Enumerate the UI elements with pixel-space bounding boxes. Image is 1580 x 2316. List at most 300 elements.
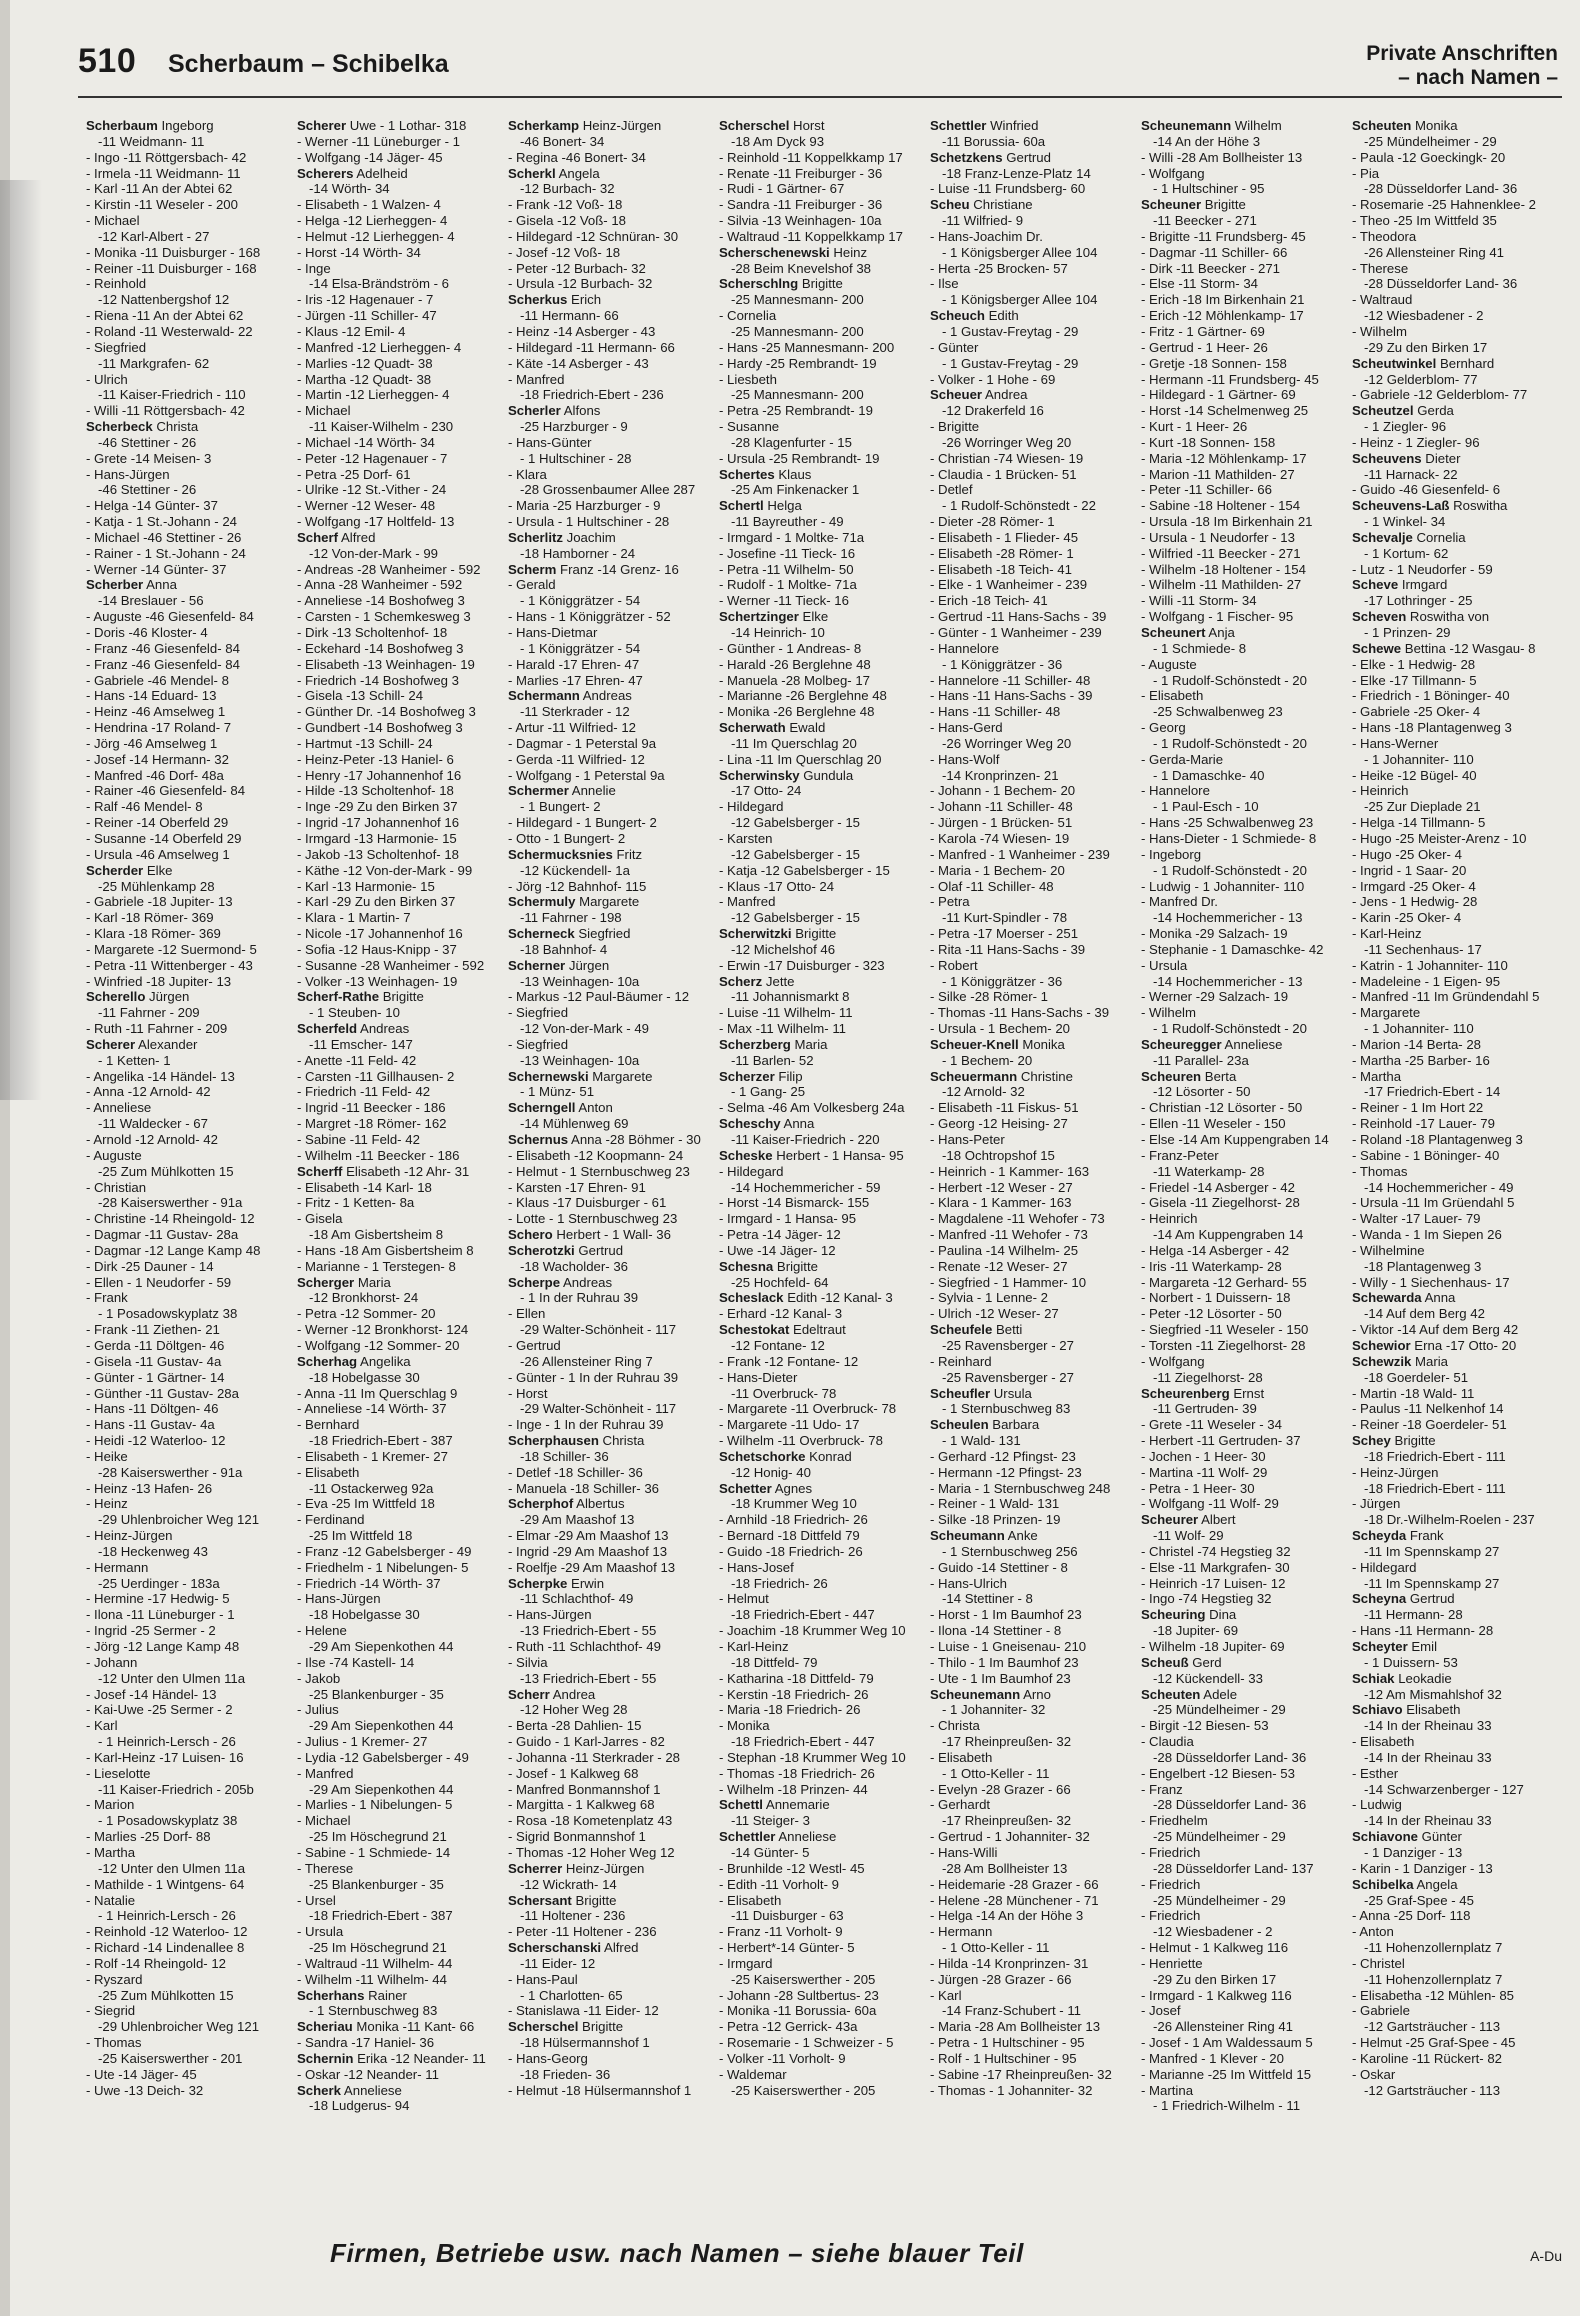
listing-entry: - Jörg -46 Amselweg 1 bbox=[86, 735, 218, 751]
listing-address-line: -14 In der Rheinau 33 bbox=[1364, 1749, 1492, 1765]
listing-entry: - Reinhold bbox=[86, 276, 147, 292]
surname: Scheuten bbox=[1141, 1686, 1201, 1702]
listing-entry: - Johann - 1 Bechem- 20 bbox=[930, 783, 1076, 799]
listing-entry: - Herbert -11 Gertruden- 37 bbox=[1141, 1433, 1301, 1449]
listing-address-line: - 1 Königgrätzer - 36 bbox=[942, 656, 1063, 672]
listing-entry: - Helmut -25 Graf-Spee - 45 bbox=[1352, 2035, 1516, 2051]
listing-entry: - Ferdinand bbox=[297, 1512, 365, 1528]
listing-entry: - Wilhelm -11 Overbruck- 78 bbox=[719, 1433, 883, 1449]
listing-entry: - Irmela -11 Weidmann- 11 bbox=[86, 165, 241, 181]
listing-surname-entry: Scheumann Anke bbox=[930, 1528, 1038, 1544]
listing-entry: - Marianne -25 Im Wittfeld 15 bbox=[1141, 2066, 1312, 2082]
surname: Scheurer bbox=[1141, 1512, 1199, 1528]
listing-entry: - Margarete bbox=[1352, 1005, 1421, 1021]
listing-entry: - Ursula -12 Burbach- 32 bbox=[508, 276, 653, 292]
listing-address-line: - 1 Otto-Keller - 11 bbox=[942, 1765, 1050, 1781]
listing-entry: - Hans -25 Schwalbenweg 23 bbox=[1141, 815, 1314, 831]
listing-entry: - Petra - 1 Hultschiner - 95 bbox=[930, 2035, 1085, 2051]
listing-entry: - Hendrina -17 Roland- 7 bbox=[86, 720, 232, 736]
listing-address-line: -25 Mündelheimer - 29 bbox=[1153, 1892, 1286, 1908]
listing-address-line: -18 Hobelgasse 30 bbox=[309, 1607, 420, 1623]
listing-entry: - Manfred -11 Im Gründendahl 5 bbox=[1352, 989, 1540, 1005]
listing-entry: - Roelfje -29 Am Maashof 13 bbox=[508, 1559, 676, 1575]
listing-address-line: -14 Heinrich- 10 bbox=[731, 625, 825, 640]
listing-address-line: -14 Kronprinzen- 21 bbox=[942, 767, 1059, 783]
listing-entry: - Ute - 1 Im Baumhof 23 bbox=[930, 1670, 1071, 1686]
listing-address-line: -12 Bronkhorst- 24 bbox=[309, 1290, 419, 1306]
listing-address-line: -11 Hohenzollernplatz 7 bbox=[1364, 1940, 1503, 1956]
listing-entry: - Johann -28 Sultbertus- 23 bbox=[719, 1987, 879, 2003]
listing-entry: - Monika -11 Borussia- 60a bbox=[719, 2003, 877, 2019]
listing-entry: - Karin - 1 Danziger - 13 bbox=[1352, 1860, 1493, 1876]
listing-entry: - Rosemarie -25 Hahnenklee- 2 bbox=[1352, 197, 1536, 213]
listing-address-line: -18 Ludgerus- 94 bbox=[309, 2098, 410, 2114]
surname: Scherphausen bbox=[508, 1433, 599, 1449]
listing-surname-entry: Scherschel Brigitte bbox=[508, 2019, 624, 2035]
listing-entry: - Monika -11 Duisburger - 168 bbox=[86, 244, 261, 260]
listing-entry: - Petra -11 Wittenberger - 43 bbox=[86, 957, 253, 973]
listing-address-line: -11 Hermann- 28 bbox=[1364, 1607, 1463, 1623]
listing-entry: - Rosa -18 Kometenplatz 43 bbox=[508, 1813, 673, 1829]
listing-entry: - Helmut - 1 Sternbuschweg 23 bbox=[508, 1163, 690, 1179]
listing-entry: - Elisabeth - 1 Kremer- 27 bbox=[297, 1448, 448, 1464]
listing-address-line: -12 Michelshof 46 bbox=[731, 941, 836, 957]
surname: Scherkus bbox=[508, 292, 568, 308]
surname: Scheuring bbox=[1141, 1607, 1206, 1623]
listing-address-line: -12 Fontane- 12 bbox=[731, 1337, 825, 1353]
surname: Scheuner bbox=[1141, 197, 1202, 213]
listing-entry: - Willy - 1 Siechenhaus- 17 bbox=[1352, 1274, 1510, 1290]
listing-address-line: -28 Beim Knevelshof 38 bbox=[731, 260, 872, 276]
listing-address-line: -25 Im Höschegrund 21 bbox=[309, 1940, 447, 1956]
listing-surname-entry: Scherff Elisabeth -12 Ahr- 31 bbox=[297, 1163, 470, 1179]
listing-entry: - Manfred bbox=[719, 894, 776, 910]
listing-entry: - Hans-Willi bbox=[930, 1844, 998, 1860]
listing-entry: - Petra -25 Dorf- 61 bbox=[297, 466, 411, 482]
listing-entry: - Wilhelm bbox=[1352, 323, 1407, 339]
listing-entry: - Heinrich bbox=[1141, 1211, 1198, 1227]
listing-entry: - Sabine - 1 Böninger- 40 bbox=[1352, 1147, 1500, 1163]
listing-entry: - Ursula -46 Amselweg 1 bbox=[86, 846, 230, 862]
listing-entry: - Ulrich bbox=[86, 371, 128, 387]
listing-address-line: -18 Jupiter- 69 bbox=[1153, 1623, 1239, 1639]
listing-entry: - Marion bbox=[86, 1797, 135, 1813]
surname: Scheumann bbox=[930, 1528, 1005, 1544]
listing-entry: - Heinz bbox=[86, 1496, 128, 1512]
listing-entry: - Erich -18 Im Birkenhain 21 bbox=[1141, 292, 1305, 308]
listing-entry: - Theo -25 Im Wittfeld 35 bbox=[1352, 213, 1497, 229]
listing-entry: - Monika bbox=[719, 1718, 770, 1734]
listing-entry: - Joachim -18 Krummer Weg 10 bbox=[719, 1623, 906, 1639]
listing-address-line: -26 Worringer Weg 20 bbox=[942, 735, 1072, 751]
listing-entry: - Ingrid - 1 Saar- 20 bbox=[1352, 862, 1467, 878]
listing-entry: - Olaf -11 Schiller- 48 bbox=[930, 878, 1054, 894]
listing-address-line: - 1 Gang- 25 bbox=[731, 1084, 806, 1100]
listing-surname-entry: Scheske Herbert - 1 Hansa- 95 bbox=[719, 1147, 904, 1163]
surname: Scherhans bbox=[297, 1987, 365, 2003]
listing-surname-entry: Scherder Elke bbox=[86, 862, 173, 878]
listing-entry: - Helmut -12 Lierheggen- 4 bbox=[297, 228, 455, 244]
listing-address-line: -25 Im Wittfeld 18 bbox=[309, 1528, 413, 1544]
listing-entry: - Claudia - 1 Brücken- 51 bbox=[930, 466, 1077, 482]
listing-entry: - Hardy -25 Rembrandt- 19 bbox=[719, 355, 877, 371]
listing-entry: - Guido -18 Friedrich- 26 bbox=[719, 1543, 863, 1559]
surname: Schettler bbox=[719, 1829, 776, 1845]
listing-entry: - Frank -12 Fontane- 12 bbox=[719, 1353, 859, 1369]
listing-entry: - Hans-Joachim Dr. bbox=[930, 228, 1043, 244]
listing-entry: - Petra -12 Sommer- 20 bbox=[297, 1306, 436, 1322]
listing-entry: - Werner -11 Lüneburger - 1 bbox=[297, 133, 460, 149]
listing-entry: - Franz -46 Giesenfeld- 84 bbox=[86, 656, 240, 672]
listing-entry: - Maria - 1 Sternbuschweg 248 bbox=[930, 1480, 1111, 1496]
listing-entry: - Dirk -13 Scholtenhof- 18 bbox=[297, 625, 448, 640]
listing-entry: - Marlies -25 Dorf- 88 bbox=[86, 1829, 211, 1845]
surname: Scherwitzki bbox=[719, 926, 792, 942]
section-title-line-1: Private Anschriften bbox=[1366, 42, 1558, 65]
surname: Scheufler bbox=[930, 1385, 991, 1401]
listing-entry: - Renate -11 Freiburger - 36 bbox=[719, 165, 883, 181]
listing-address-line: - 1 Posadowskyplatz 38 bbox=[98, 1306, 238, 1322]
surname: Schetter bbox=[719, 1480, 772, 1496]
listing-entry: - Reinhold -11 Koppelkkamp 17 bbox=[719, 149, 903, 165]
surname: Scherger bbox=[297, 1274, 355, 1290]
listing-surname-entry: Scheunemann Arno bbox=[930, 1686, 1051, 1702]
listing-entry: - Manfred - 1 Wanheimer - 239 bbox=[930, 846, 1110, 862]
listing-entry: - Petra -17 Moerser - 251 bbox=[930, 926, 1079, 942]
listing-entry: - Wilhelm -11 Wilhelm- 44 bbox=[297, 1971, 447, 1987]
listing-entry: - Karsten -17 Ehren- 91 bbox=[508, 1179, 646, 1195]
surname: Schey bbox=[1352, 1433, 1391, 1449]
listing-entry: - Erhard -12 Kanal- 3 bbox=[719, 1306, 843, 1322]
listing-entry: - Ursula - 1 Hultschiner - 28 bbox=[508, 514, 670, 530]
listing-entry: - Jörg -12 Bahnhof- 115 bbox=[508, 878, 647, 894]
listing-address-line: -25 Mannesmann- 200 bbox=[731, 292, 864, 308]
surname: Scherf bbox=[297, 529, 339, 545]
listing-address-line: -29 Am Siepenkothen 44 bbox=[309, 1718, 454, 1734]
listing-entry: - Karl bbox=[930, 1987, 962, 2003]
listing-address-line: -11 Waldecker - 67 bbox=[98, 1116, 208, 1132]
listing-address-line: - 1 Königgrätzer - 54 bbox=[520, 593, 641, 609]
listing-surname-entry: Scherschanski Alfred bbox=[508, 1940, 639, 1956]
listing-entry: - Elisabeth -18 Teich- 41 bbox=[930, 561, 1072, 577]
listing-address-line: - 1 Heinrich-Lersch - 26 bbox=[98, 1908, 236, 1924]
listing-entry: - Horst - 1 Im Baumhof 23 bbox=[930, 1607, 1082, 1623]
listing-entry: - Luise -11 Frundsberg- 60 bbox=[930, 181, 1086, 197]
listing-entry: - Reinhard bbox=[930, 1353, 992, 1369]
listing-entry: - Irmgard bbox=[719, 1955, 773, 1971]
listing-entry: - Marlies -12 Quadt- 38 bbox=[297, 355, 433, 371]
listing-entry: - Ellen bbox=[508, 1306, 546, 1322]
listing-surname-entry: Scherrer Heinz-Jürgen bbox=[508, 1860, 645, 1876]
listing-address-line: -11 Kaiser-Friedrich - 110 bbox=[98, 387, 246, 403]
listing-entry: - Ingrid -25 Sermer - 2 bbox=[86, 1623, 216, 1639]
listing-surname-entry: Scherlitz Joachim bbox=[508, 529, 616, 545]
listing-address-line: -14 Auf dem Berg 42 bbox=[1364, 1306, 1485, 1322]
listing-address-line: -11 Borussia- 60a bbox=[942, 133, 1046, 149]
listing-address-line: - 1 Posadowskyplatz 38 bbox=[98, 1813, 238, 1829]
listing-entry: - Wolfgang - 1 Fischer- 95 bbox=[1141, 609, 1294, 625]
listing-entry: - Gretje -18 Sonnen- 158 bbox=[1141, 355, 1287, 371]
listing-surname-entry: Scheslack Edith -12 Kanal- 3 bbox=[719, 1290, 893, 1306]
surname: Scherschanski bbox=[508, 1940, 602, 1956]
listing-entry: - Elisabeth - 1 Walzen- 4 bbox=[297, 197, 441, 213]
listing-entry: - Sabine - 1 Schmiede- 14 bbox=[297, 1844, 451, 1860]
listing-address-line: -25 Mannesmann- 200 bbox=[731, 387, 864, 403]
listing-entry: - Hildegard bbox=[1352, 1559, 1417, 1575]
listing-address-line: -25 Blankenburger - 35 bbox=[309, 1686, 444, 1702]
section-title bbox=[1366, 42, 1558, 90]
listing-entry: - Wolfgang - 1 Peterstal 9a bbox=[508, 767, 665, 783]
listing-address-line: -14 Hochemmericher - 13 bbox=[1153, 973, 1303, 989]
listing-entry: - Helmut bbox=[719, 1591, 769, 1607]
listing-address-line: -13 Weinhagen- 10a bbox=[520, 1052, 640, 1068]
listing-address-line: -11 Gertruden- 39 bbox=[1153, 1401, 1257, 1417]
listing-entry: - Maria -18 Friedrich- 26 bbox=[719, 1702, 861, 1718]
listing-entry: - Therese bbox=[1352, 260, 1409, 276]
listing-surname-entry: Scherr Andrea bbox=[508, 1686, 596, 1702]
surname: Scherzberg bbox=[719, 1036, 791, 1052]
listing-entry: - Gisela -11 Ziegelhorst- 28 bbox=[1141, 1195, 1300, 1211]
listing-entry: - Hans -25 Mannesmann- 200 bbox=[719, 339, 895, 355]
listing-address-line: -12 Gartsträucher - 113 bbox=[1364, 2019, 1501, 2035]
listing-address-line: -25 Uerdinger - 183a bbox=[98, 1575, 220, 1591]
surname: Scheuvens bbox=[1352, 450, 1422, 466]
listing-surname-entry: Scherо Herbert - 1 Wall- 36 bbox=[508, 1227, 671, 1243]
listing-entry: - Ludwig - 1 Johanniter- 110 bbox=[1141, 878, 1305, 894]
listing-entry: - Marlies -17 Ehren- 47 bbox=[508, 672, 643, 688]
listing-entry: - Ilona -14 Stettiner - 8 bbox=[930, 1623, 1062, 1639]
listing-address-line: -29 Uhlenbroicher Weg 121 bbox=[98, 1512, 260, 1528]
listing-address-line: -25 Zur Dieplade 21 bbox=[1364, 799, 1481, 815]
listing-entry: - Wolfgang -17 Holtfeld- 13 bbox=[297, 514, 455, 530]
listing-entry: - Manfred -12 Lierheggen- 4 bbox=[297, 339, 462, 355]
listing-entry: - Nicole -17 Johannenhof 16 bbox=[297, 926, 463, 942]
listing-entry: - Hermine -17 Hedwig- 5 bbox=[86, 1591, 230, 1607]
listing-entry: - Maria -28 Am Bollheister 13 bbox=[930, 2019, 1101, 2035]
listing-address-line: -28 Düsseldorfer Land- 36 bbox=[1364, 181, 1518, 197]
listing-address-line: - 1 Winkel- 34 bbox=[1364, 514, 1446, 530]
listing-address-line: - 1 Johanniter- 110 bbox=[1364, 1021, 1474, 1037]
listing-entry: - Ursula bbox=[297, 1924, 344, 1940]
listing-entry: - Josef - 1 Kalkweg 68 bbox=[508, 1765, 639, 1781]
surname: Scheuch bbox=[930, 308, 985, 324]
listing-entry: - Brigitte bbox=[930, 419, 980, 435]
listing-surname-entry: Scherphausen Christa bbox=[508, 1433, 645, 1449]
listing-entry: - Guido - 1 Karl-Jarres - 82 bbox=[508, 1734, 665, 1750]
listing-entry: - Irmgard - 1 Hansa- 95 bbox=[719, 1211, 857, 1227]
listing-entry: - Heinz-Jürgen bbox=[1352, 1464, 1439, 1480]
listing-entry: - Hannelore -11 Schiller- 48 bbox=[930, 672, 1091, 688]
listing-address-line: -12 Von-der-Mark - 99 bbox=[309, 545, 438, 561]
listing-address-line: -28 Kaiserswerther - 91a bbox=[98, 1464, 243, 1480]
listing-entry: - Eckehard -14 Boshofweg 3 bbox=[297, 640, 464, 656]
listing-entry: - Friedrich bbox=[1141, 1876, 1201, 1892]
surname: Schersant bbox=[508, 1892, 572, 1908]
listing-address-line: -18 Friedrich- 26 bbox=[731, 1575, 828, 1591]
listing-entry: - Peter -12 Lösorter - 50 bbox=[1141, 1306, 1282, 1322]
listing-entry: - Gabriele -12 Gelderblom- 77 bbox=[1352, 387, 1528, 403]
listing-columns bbox=[86, 118, 1560, 2178]
listing-address-line: -11 Markgrafen- 62 bbox=[98, 355, 210, 371]
listing-entry: - Werner -12 Bronkhorst- 124 bbox=[297, 1322, 469, 1338]
listing-surname-entry: Schey Brigitte bbox=[1352, 1433, 1436, 1449]
surname: Scherr bbox=[508, 1686, 550, 1702]
listing-entry: - Ingo -11 Röttgersbach- 42 bbox=[86, 149, 247, 165]
surname: Scheuvens-Laß bbox=[1352, 498, 1450, 514]
listing-entry: - Erich -12 Möhlenkamp- 17 bbox=[1141, 308, 1304, 324]
surname: Scheunert bbox=[1141, 625, 1206, 640]
listing-address-line: - 1 Münz- 51 bbox=[520, 1084, 595, 1100]
listing-surname-entry: Scheufler Ursula bbox=[930, 1385, 1032, 1401]
running-title: Scherbaum – Schibelka bbox=[168, 50, 449, 78]
listing-entry: - Wanda - 1 Im Siepen 26 bbox=[1352, 1227, 1502, 1243]
surname: Scherbeck bbox=[86, 419, 153, 435]
footer-code: A-Du bbox=[1530, 2248, 1562, 2264]
listing-address-line: - 1 Paul-Esch - 10 bbox=[1153, 799, 1259, 815]
listing-entry: - Margarete -11 Overbruck- 78 bbox=[719, 1401, 897, 1417]
surname: Scherschel bbox=[508, 2019, 579, 2035]
listing-entry: - Iris -11 Waterkamp- 28 bbox=[1141, 1258, 1282, 1274]
listing-surname-entry: Schermucksnies Fritz bbox=[508, 846, 643, 862]
listing-entry: - Karl bbox=[86, 1718, 118, 1734]
listing-address-line: - 1 Johanniter- 110 bbox=[1364, 751, 1474, 767]
listing-entry: - Günter - 1 Gärtner- 14 bbox=[86, 1369, 225, 1385]
listing-entry: - Rolf -14 Rheingold- 12 bbox=[86, 1955, 227, 1971]
listing-entry: - Ludwig bbox=[1352, 1797, 1402, 1813]
listing-entry: - Friedrich -14 Wörth- 37 bbox=[297, 1575, 441, 1591]
listing-address-line: -18 Friedrich-Ebert - 387 bbox=[309, 1433, 453, 1449]
listing-address-line: - 1 Rudolf-Schönstedt - 20 bbox=[1153, 735, 1307, 751]
surname: Scheyda bbox=[1352, 1528, 1407, 1544]
listing-entry: - Hans - 1 Königgrätzer - 52 bbox=[508, 609, 671, 625]
listing-entry: - Luise - 1 Gneisenau- 210 bbox=[930, 1639, 1087, 1654]
listing-entry: - Iris -12 Hagenauer - 7 bbox=[297, 292, 434, 308]
listing-entry: - Michael -46 Stettiner - 26 bbox=[86, 529, 242, 545]
listing-entry: - Max -11 Wilhelm- 11 bbox=[719, 1021, 847, 1037]
listing-entry: - Else -11 Markgrafen- 30 bbox=[1141, 1559, 1290, 1575]
listing-entry: - Christine -14 Rheingold- 12 bbox=[86, 1211, 255, 1227]
listing-entry: - Ingrid -29 Am Maashof 13 bbox=[508, 1543, 668, 1559]
listing-entry: - Werner -14 Günter- 37 bbox=[86, 561, 227, 577]
surname: Schiavo bbox=[1352, 1702, 1403, 1718]
listing-address-line: -17 Otto- 24 bbox=[731, 783, 802, 799]
listing-surname-entry: Scheriau Monika -11 Kant- 66 bbox=[297, 2019, 475, 2035]
listing-entry: - Ursula -25 Rembrandt- 19 bbox=[719, 450, 880, 466]
listing-entry: - Elisabeth -28 Römer- 1 bbox=[930, 545, 1074, 561]
listing-address-line: - 1 Prinzen- 29 bbox=[1364, 625, 1451, 640]
listing-entry: - Wilhelm -18 Holtener - 154 bbox=[1141, 561, 1306, 577]
surname: Scherwath bbox=[719, 720, 786, 736]
surname: Scherrer bbox=[508, 1860, 563, 1876]
listing-entry: - Richard -14 Lindenallee 8 bbox=[86, 1940, 245, 1956]
listing-entry: - Silke -18 Prinzen- 19 bbox=[930, 1512, 1061, 1528]
listing-entry: - Hermann -11 Frundsberg- 45 bbox=[1141, 371, 1319, 387]
listing-surname-entry: Schetzkens Gertrud bbox=[930, 149, 1051, 165]
listing-entry: - Doris -46 Kloster- 4 bbox=[86, 625, 208, 640]
surname: Scherschenewski bbox=[719, 244, 830, 260]
surname: Schettl bbox=[719, 1797, 763, 1813]
listing-entry: - Manuela -28 Molbeg- 17 bbox=[719, 672, 871, 688]
listing-entry: - Christel bbox=[1352, 1955, 1405, 1971]
listing-entry: - Jürgen -28 Grazer - 66 bbox=[930, 1971, 1072, 1987]
listing-entry: - Natalie bbox=[86, 1892, 136, 1908]
listing-entry: - Werner -11 Tieck- 16 bbox=[719, 593, 849, 609]
listing-entry: - Ute -14 Jäger- 45 bbox=[86, 2066, 197, 2082]
listing-entry: - Maria - 1 Bechem- 20 bbox=[930, 862, 1065, 878]
listing-entry: - Hermann bbox=[930, 1924, 993, 1940]
listing-entry: - Elisabeth bbox=[930, 1749, 993, 1765]
listing-address-line: -46 Bonert- 34 bbox=[520, 133, 605, 149]
listing-entry: - Therese bbox=[297, 1860, 354, 1876]
listing-entry: - Anna -28 Wanheimer - 592 bbox=[297, 577, 463, 593]
surname: Scheyna bbox=[1352, 1591, 1407, 1607]
listing-surname-entry: Schibelka Angela bbox=[1352, 1876, 1458, 1892]
listing-entry: - Claudia bbox=[1141, 1734, 1194, 1750]
listing-entry: - Bernhard bbox=[297, 1417, 360, 1433]
surname: Schewior bbox=[1352, 1337, 1411, 1353]
surname: Scheuten bbox=[1352, 118, 1412, 133]
listing-entry: - Horst -14 Schelmenweg 25 bbox=[1141, 403, 1309, 419]
listing-address-line: -17 Lothringer - 25 bbox=[1364, 593, 1473, 609]
listing-address-line: - 1 Steuben- 10 bbox=[309, 1005, 400, 1021]
listing-address-line: -18 Frieden- 36 bbox=[520, 2066, 611, 2082]
listing-entry: - Julius - 1 Kremer- 27 bbox=[297, 1734, 428, 1750]
listing-surname-entry: Scherneck Siegfried bbox=[508, 926, 631, 942]
listing-entry: - Reiner -11 Duisburger - 168 bbox=[86, 260, 257, 276]
listing-surname-entry: Schermer Anneliе bbox=[508, 783, 616, 799]
listing-entry: - Hans-Dietmar bbox=[508, 625, 598, 640]
listing-address-line: -11 Barlen- 52 bbox=[731, 1052, 814, 1068]
listing-surname-entry: Schewzik Maria bbox=[1352, 1353, 1449, 1369]
listing-entry: - Helmut -18 Hülsermannshof 1 bbox=[508, 2082, 692, 2098]
listing-entry: - Horst -14 Wörth- 34 bbox=[297, 244, 421, 260]
listing-address-line: -18 Bahnhof- 4 bbox=[520, 941, 608, 957]
listing-entry: - Waltraud bbox=[1352, 292, 1413, 308]
listing-entry: - Bernard -18 Dittfeld 79 bbox=[719, 1528, 860, 1544]
listing-address-line: -11 Im Querschlag 20 bbox=[731, 735, 857, 751]
listing-address-line: -18 Plantagenweg 3 bbox=[1364, 1258, 1482, 1274]
listing-column-2 bbox=[297, 118, 497, 2178]
listing-entry: - Hans-Dieter - 1 Schmiede- 8 bbox=[1141, 830, 1317, 846]
listing-address-line: - 1 In der Ruhrau 39 bbox=[520, 1290, 639, 1306]
listing-entry: - Siegfried bbox=[508, 1036, 569, 1052]
listing-entry: - Jens - 1 Hedwig- 28 bbox=[1352, 894, 1478, 910]
listing-surname-entry: Scheutwinkel Bernhard bbox=[1352, 355, 1495, 371]
listing-entry: - Paulus -11 Nelkenhof 14 bbox=[1352, 1401, 1504, 1417]
listing-entry: - Klaus -17 Duisburger - 61 bbox=[508, 1195, 667, 1211]
listing-entry: - Wolfgang -14 Jäger- 45 bbox=[297, 149, 443, 165]
listing-entry: - Fritz - 1 Gärtner- 69 bbox=[1141, 323, 1265, 339]
listing-entry: - Herbert*-14 Günter- 5 bbox=[719, 1940, 855, 1956]
listing-address-line: -28 Düsseldorfer Land- 36 bbox=[1153, 1749, 1307, 1765]
listing-entry: - Riena -11 An der Abtei 62 bbox=[86, 308, 244, 324]
listing-entry: - Manfred -11 Wehofer - 73 bbox=[930, 1227, 1088, 1243]
listing-surname-entry: Scheutzel Gerda bbox=[1352, 403, 1454, 419]
listing-surname-entry: Scherer Uwe - 1 Lothar- 318 bbox=[297, 118, 467, 133]
binding-shadow bbox=[0, 180, 42, 1100]
listing-entry: - Heinrich bbox=[1352, 783, 1409, 799]
listing-entry: - Günther -11 Gustav- 28a bbox=[86, 1385, 239, 1401]
listing-entry: - Evelyn -28 Grazer - 66 bbox=[930, 1781, 1071, 1797]
listing-entry: - Carsten -11 Gillhausen- 2 bbox=[297, 1068, 455, 1084]
listing-entry: - Lydia -12 Gabelsberger - 49 bbox=[297, 1749, 469, 1765]
listing-entry: - Dagmar -11 Schiller- 66 bbox=[1141, 244, 1288, 260]
listing-address-line: -25 Ravensberger - 27 bbox=[942, 1337, 1074, 1353]
listing-entry: - Hildegard - 1 Gärtner- 69 bbox=[1141, 387, 1296, 403]
listing-entry: - Reinhold -17 Lauer- 79 bbox=[1352, 1116, 1495, 1132]
listing-entry: - Johann bbox=[86, 1654, 138, 1670]
listing-entry: - Wilhelm -18 Prinzen- 44 bbox=[719, 1781, 868, 1797]
